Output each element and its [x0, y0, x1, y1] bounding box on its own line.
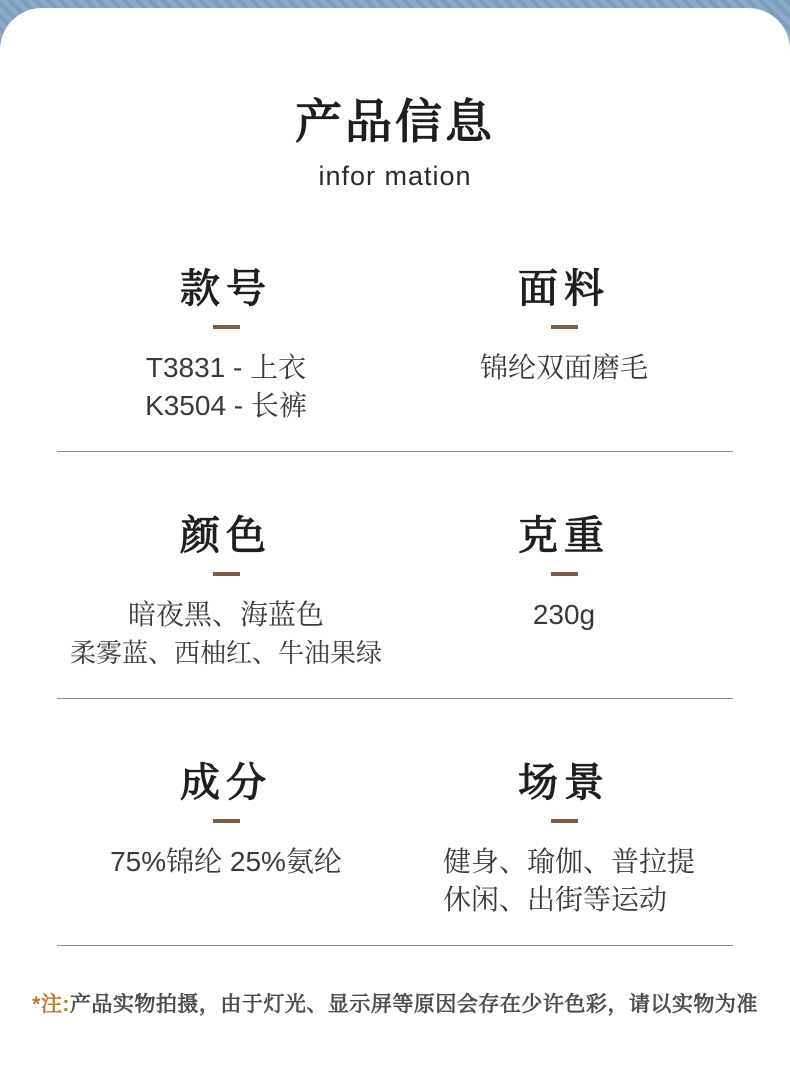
product-info-card — [0, 8, 790, 1067]
section-fabric — [395, 266, 733, 425]
section-value-line: 健身、瑜伽、普拉提 — [443, 845, 696, 877]
section-divider — [57, 698, 733, 699]
section-heading: 成分 — [180, 760, 272, 805]
section-heading: 面料 — [518, 266, 610, 311]
section-content — [57, 843, 395, 881]
section-scene — [395, 760, 733, 919]
section-content — [57, 596, 395, 672]
page-title: 产品信息 — [295, 95, 495, 148]
section-heading: 款号 — [180, 266, 272, 311]
section-heading: 克重 — [518, 513, 610, 558]
section-row-2 — [57, 513, 733, 672]
section-heading: 颜色 — [180, 513, 272, 558]
footnote-text: 产品实物拍摄，由于灯光、显示屏等原因会存在少许色彩，请以实物为准 — [69, 992, 758, 1016]
section-color — [57, 513, 395, 672]
section-divider — [57, 945, 733, 946]
page-subtitle: infor mation — [318, 160, 472, 191]
section-content — [395, 843, 733, 919]
section-value-line: 230g — [532, 598, 596, 630]
section-value-line: 休闲、出街等运动 — [443, 883, 668, 915]
section-value-line: 暗夜黑、海蓝色 — [127, 598, 324, 630]
accent-dash — [551, 325, 578, 329]
accent-dash — [213, 819, 240, 823]
section-weight — [395, 513, 733, 672]
section-row-1 — [57, 266, 733, 425]
section-row-3 — [57, 760, 733, 919]
section-composition — [57, 760, 395, 919]
section-divider — [57, 451, 733, 452]
section-content — [57, 349, 395, 425]
section-content — [395, 349, 733, 387]
accent-dash — [551, 572, 578, 576]
section-value-line: 锦纶双面磨毛 — [479, 351, 648, 383]
section-value-line: T3831 - 上衣 — [145, 351, 307, 383]
section-value-line: K3504 - 长裤 — [145, 389, 307, 421]
section-style-number — [57, 266, 395, 425]
section-content — [395, 596, 733, 634]
section-value-line: 柔雾蓝、西柚红、牛油果绿 — [69, 637, 382, 668]
footnote — [0, 988, 790, 1018]
accent-dash — [551, 819, 578, 823]
section-heading: 场景 — [518, 760, 610, 805]
section-value-line: 75%锦纶 25%氨纶 — [110, 845, 342, 877]
accent-dash — [213, 325, 240, 329]
footnote-prefix: *注: — [32, 992, 70, 1016]
accent-dash — [213, 572, 240, 576]
